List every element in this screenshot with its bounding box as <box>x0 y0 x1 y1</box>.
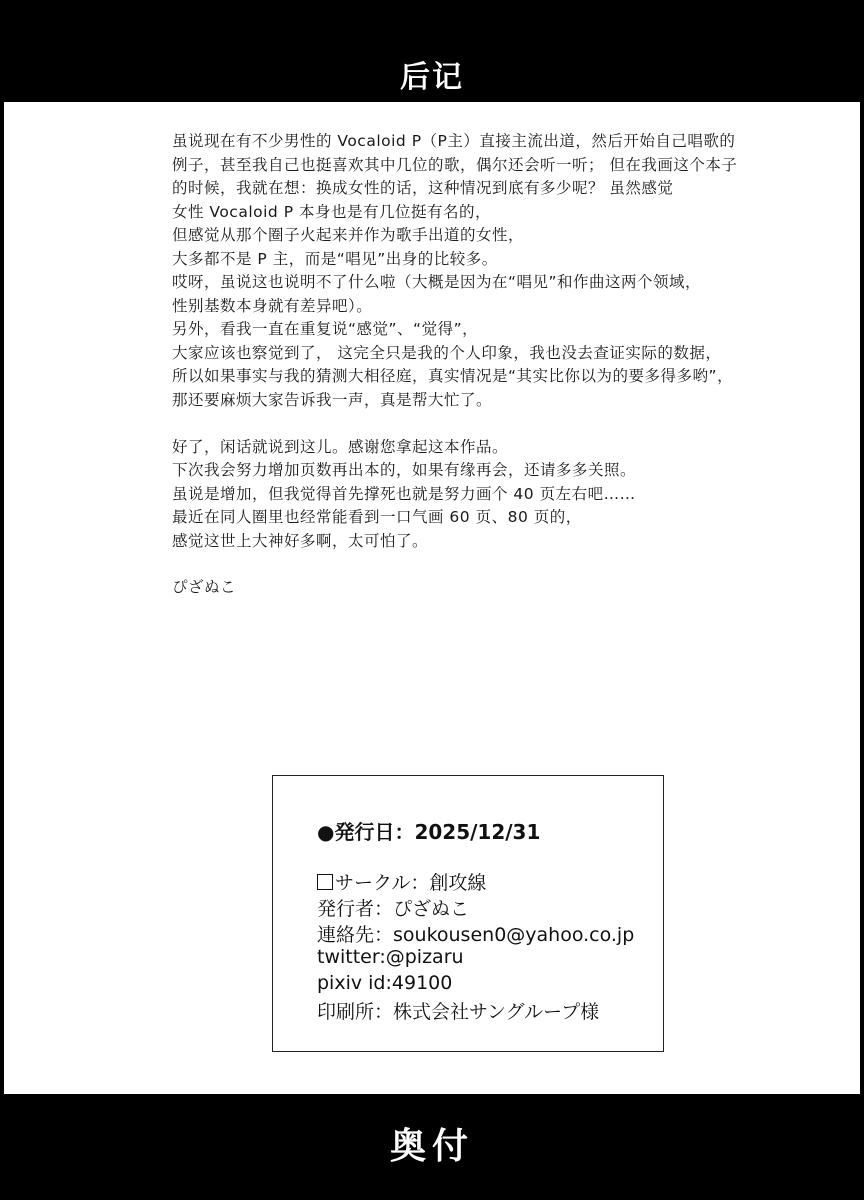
page-body <box>4 102 860 1094</box>
afterword-text <box>172 130 762 600</box>
publisher: 発行者：ぴざぬこ <box>317 898 470 920</box>
text-line: 下次我会努力增加页数再出本的，如果有缘再会，还请多多关照。 <box>172 461 637 479</box>
twitter-handle: twitter:@pizaru <box>317 946 464 968</box>
text-line: 另外，看我一直在重复说“感觉”、“觉得”， <box>172 320 479 338</box>
contact-email: 連絡先：soukousen0@yahoo.co.jp <box>317 924 635 946</box>
printer: 印刷所：株式会社サングループ様 <box>317 1001 600 1023</box>
text-line: 但感觉从那个圈子火起来并作为歌手出道的女性， <box>172 226 525 244</box>
text-line: 的时候，我就在想：换成女性的话，这种情况到底有多少呢？ 虽然感觉 <box>172 179 674 197</box>
footer-band <box>0 1094 864 1200</box>
circle-name: サークル：創攻線 <box>335 872 487 894</box>
text-line: 大家应该也察觉到了， 这完全只是我的个人印象，我也没去查证实际的数据， <box>172 343 722 362</box>
issue-date: ●発行日：2025/12/31 <box>317 820 541 844</box>
pixiv-id: pixiv id:49100 <box>317 972 453 994</box>
text-line: 好了，闲话就说到这儿。感谢您拿起这本作品。 <box>172 437 509 456</box>
text-line: 大多都不是 P 主，而是“唱见”出身的比较多。 <box>172 249 498 268</box>
text-line: 性别基数本身就有差异吧）。 <box>172 296 373 315</box>
text-line: 女性 Vocaloid P 本身也是有几位挺有名的， <box>172 202 491 221</box>
text-line: 虽说现在有不少男性的 Vocaloid P（P主）直接主流出道，然后开始自己唱歌的 <box>172 132 736 150</box>
text-line: 虽说是增加，但我觉得首先撑死也就是努力画个 40 页左右吧…… <box>172 484 636 503</box>
text-line: 所以如果事实与我的猜测大相径庭，真实情况是“其实比你以为的要多得多哟”， <box>172 367 734 385</box>
text-line: 最近在同人圈里也经常能看到一口气画 60 页、80 页的， <box>172 508 582 526</box>
text-line: 感觉这世上大神好多啊，太可怕了。 <box>172 531 429 550</box>
circle-row <box>317 868 486 895</box>
colophon-box <box>272 775 664 1052</box>
text-line: 例子，甚至我自己也挺喜欢其中几位的歌，偶尔还会听一听； 但在我画这个本子 <box>172 155 738 174</box>
header-band <box>0 0 864 102</box>
paragraph-gap <box>172 412 762 436</box>
square-icon <box>317 874 333 890</box>
text-line: 那还要麻烦大家告诉我一声，真是帮大忙了。 <box>172 390 493 409</box>
author-signature: ぴざぬこ <box>172 578 237 596</box>
text-line: 哎呀，虽说这也说明不了什么啦（大概是因为在“唱见”和作曲这两个领域， <box>172 273 702 291</box>
footer-title: 奥付 <box>389 1126 474 1167</box>
page-title: 后记 <box>400 60 464 95</box>
